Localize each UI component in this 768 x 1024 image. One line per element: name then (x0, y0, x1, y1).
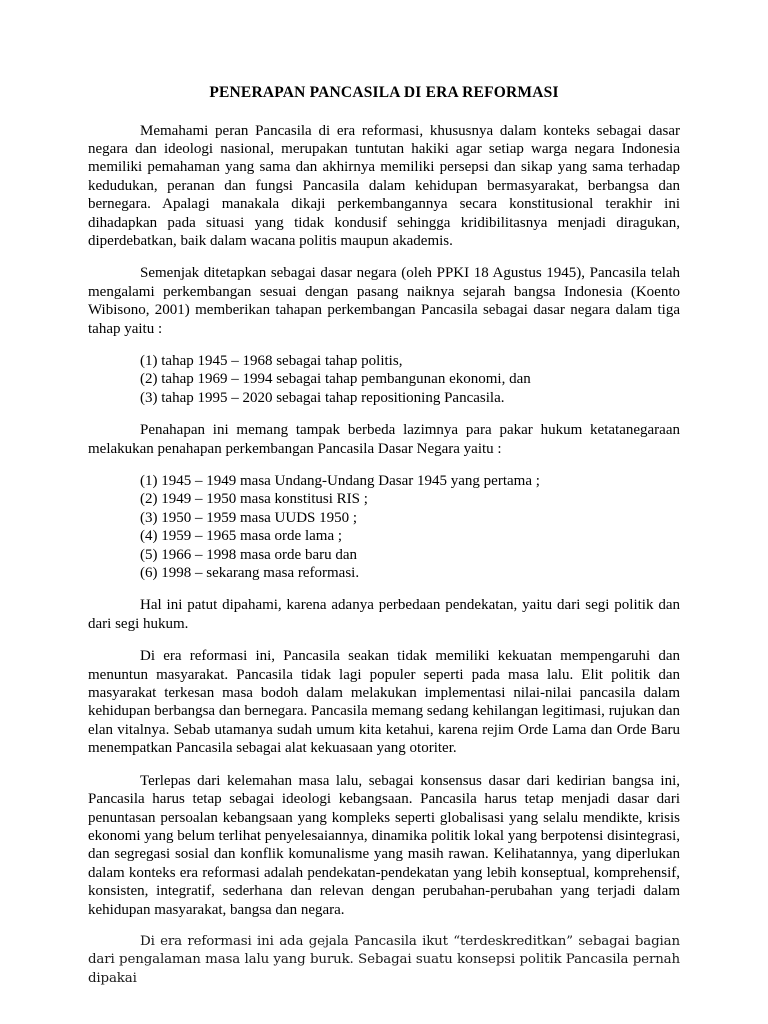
paragraph-semenjak: Semenjak ditetapkan sebagai dasar negara (oleh PPKI 18 Agustus 1945), Pancasila telah mengalami perkembangan sesuai dengan pasang naiknya sejarah bangsa Indonesia (Koento Wibisono, 2001) memberikan tahapan perkembangan Pancasila sebagai dasar negara dalam tiga tahap yaitu : (88, 265, 680, 337)
list-item: (6) 1998 – sekarang masa reformasi. (140, 565, 360, 582)
list-item: (2) 1949 – 1950 masa konstitusi RIS ; (140, 491, 368, 508)
paragraph-penahapan: Penahapan ini memang tampak berbeda lazimnya para pakar hukum ketatanegaraan melakukan penahapan perkembangan Pancasila Dasar Negara yaitu : (88, 422, 680, 457)
list-item: (5) 1966 – 1998 masa orde baru dan (140, 546, 358, 563)
document-body (88, 84, 680, 988)
paragraph-intro: Memahami peran Pancasila di era reformasi, khususnya dalam konteks sebagai dasar negara dan ideologi nasional, merupakan tuntutan hakiki agar setiap warga negara Indonesia memiliki pemahaman yang sama dan akhirnya memiliki persepsi dan sikap yang sama terhadap kedudukan, peranan dan fungsi Pancasila dalam kehidupan bermasyarakat, berbangsa dan bernegara. Apalagi manakala dikaji perkembangannya secara konstitusional terakhir ini dihadapkan pada situasi yang tidak kondusif sehingga kridibilitasnya menjadi diragukan, diperdebatkan, baik dalam wacana politis maupun akademis. (88, 122, 680, 249)
paragraph-terdeskreditkan: Di era reformasi ini ada gejala Pancasila ikut “terdeskreditkan” sebagai bagian dari pengalaman masa lalu yang buruk. Sebagai suatu konsepsi politik Pancasila pernah dipakai (88, 933, 680, 986)
list-item: (1) 1945 – 1949 masa Undang-Undang Dasar 1945 yang pertama ; (140, 473, 540, 489)
list-tahap-perkembangan (88, 352, 680, 407)
list-item: (4) 1959 – 1965 masa orde lama ; (140, 528, 343, 545)
page-title: PENERAPAN PANCASILA DI ERA REFORMASI (209, 84, 559, 101)
list-item: (2) tahap 1969 – 1994 sebagai tahap pembangunan ekonomi, dan (140, 371, 531, 388)
list-item: (3) tahap 1995 – 2020 sebagai tahap repositioning Pancasila. (140, 389, 505, 406)
paragraph-di-era-reformasi: Di era reformasi ini, Pancasila seakan tidak memiliki kekuatan mempengaruhi dan menuntun masyarakat. Pancasila tidak lagi populer seperti pada masa lalu. Elit politik dan masyarakat terkesan masa bodoh dalam melakukan implementasi nilai-nilai pancasila dalam kehidupan berbangsa dan bernegara. Pancasila memang sedang kehilangan legitimasi, rujukan dan elan vitalnya. Sebab utamanya sudah umum kita ketahui, karena rejim Orde Lama dan Orde Baru menempatkan Pancasila sebagai alat kekuasaan yang otoriter. (88, 648, 680, 757)
list-item: (3) 1950 – 1959 masa UUDS 1950 ; (140, 509, 358, 526)
paragraph-hal-ini: Hal ini patut dipahami, karena adanya perbedaan pendekatan, yaitu dari segi politik dan dari segi hukum. (88, 597, 680, 632)
list-item: (1) tahap 1945 – 1968 sebagai tahap politis, (140, 352, 403, 369)
list-periode-konstitusi (88, 472, 680, 582)
paragraph-terlepas: Terlepas dari kelemahan masa lalu, sebagai konsensus dasar dari kedirian bangsa ini, Pancasila harus tetap sebagai ideologi kebangsaan. Pancasila harus tetap menjadi dasar dari penuntasan persoalan kebangsaan yang kompleks seperti globalisasi yang selalu mendikte, krisis ekonomi yang belum terlihat penyelesaiannya, dinamika politik lokal yang berpotensi disintegrasi, dan segregasi sosial dan konflik komunalisme yang masih rawan. Kelihatannya, yang diperlukan dalam konteks era reformasi adalah pendekatan-pendekatan yang lebih konseptual, komprehensif, konsisten, integratif, sederhana dan relevan dengan perubahan-perubahan yang terjadi dalam kehidupan masyarakat, bangsa dan negara. (88, 772, 680, 918)
